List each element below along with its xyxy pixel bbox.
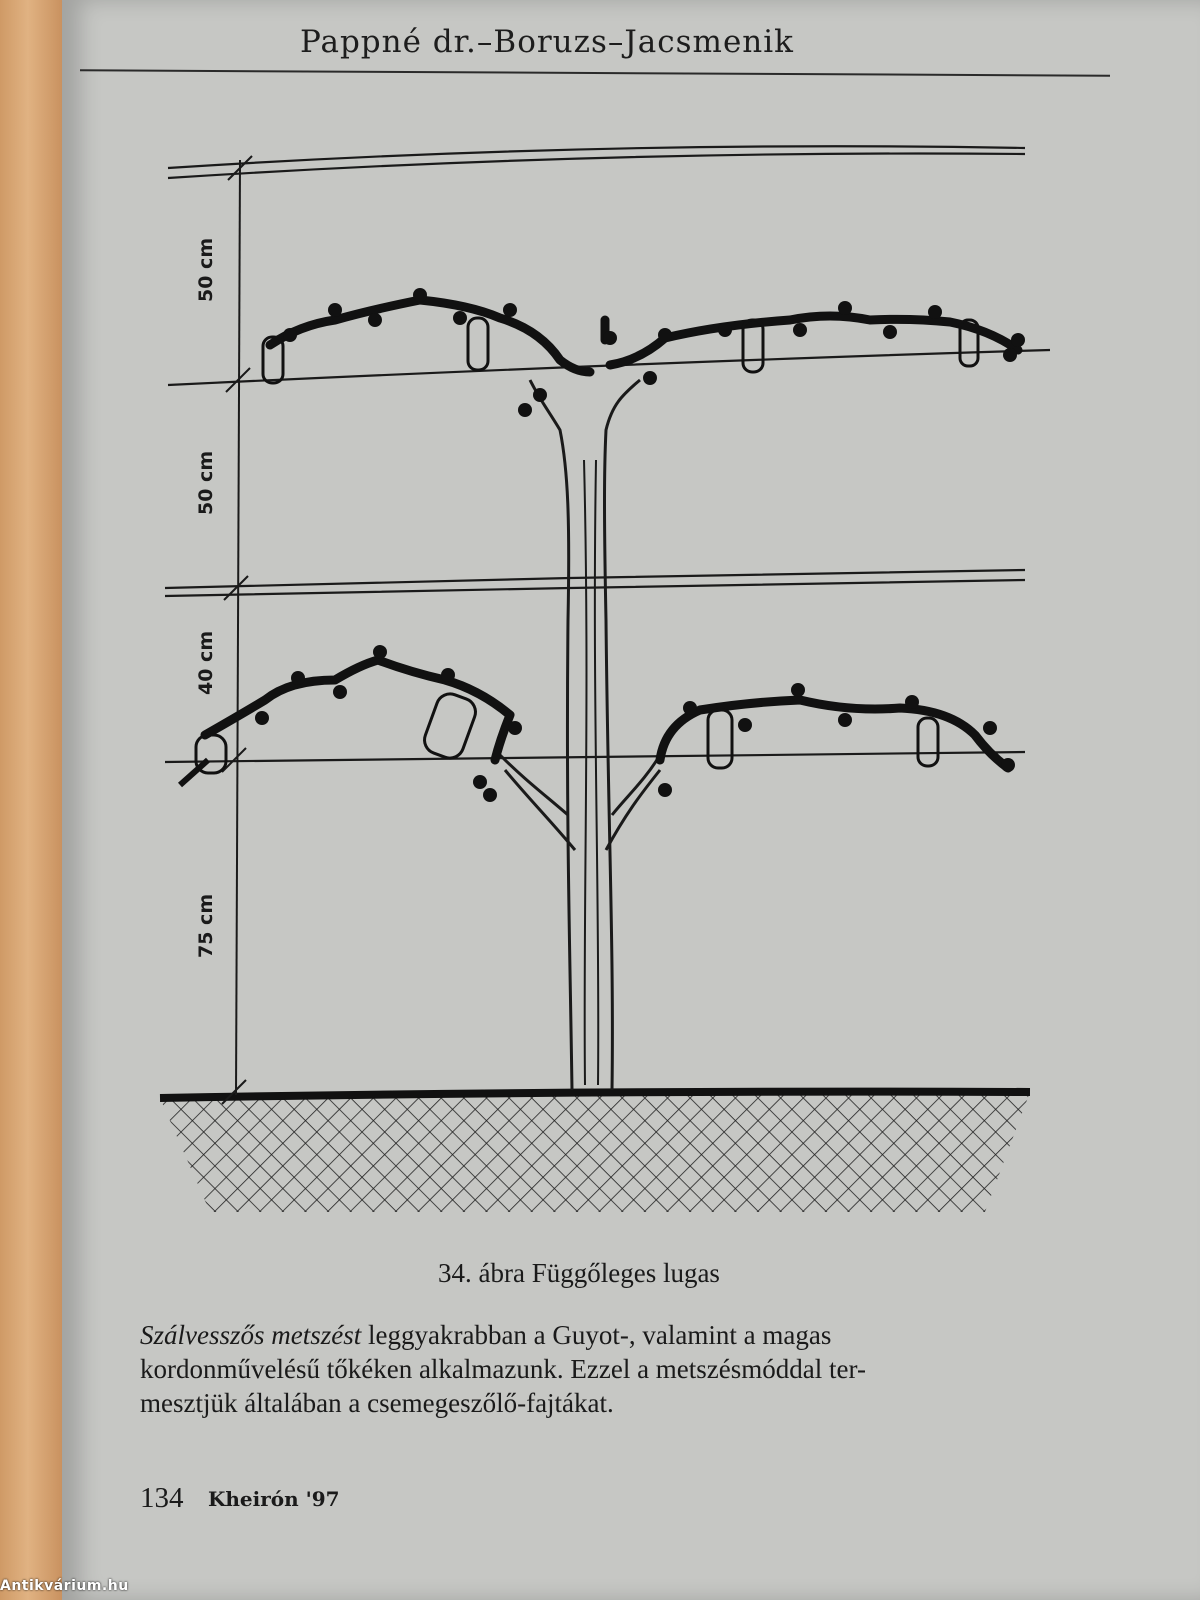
vine-trellis-figure (62, 0, 1200, 1240)
background-frame (0, 0, 62, 1600)
italic-term: Szálvesszős metszést (140, 1320, 362, 1350)
dimension-line (222, 156, 252, 1104)
page-number: 134 (140, 1482, 184, 1514)
body-line-3: mesztjük általában a csemegeszőlő-fajtákat. (140, 1388, 614, 1418)
upper-cordon-arm-left (270, 300, 590, 372)
body-line-1 (140, 1318, 1100, 1352)
publisher-imprint: Kheirón '97 (208, 1487, 340, 1511)
watermark: Antikvárium.hu (0, 1578, 129, 1594)
body-paragraph (140, 1318, 1100, 1420)
dimension-label-50cm-top: 50 cm (195, 237, 217, 302)
body-line-2: kordonművelésű tőkéken alkalmazunk. Ezzel a metszésmóddal ter- (140, 1354, 866, 1384)
running-head: Pappné dr.–Boruzs–Jacsmenik (300, 24, 794, 60)
figure-caption: 34. ábra Függőleges lugas (438, 1258, 720, 1288)
ground-hatching (160, 1092, 1030, 1212)
dimension-label-40cm: 40 cm (195, 630, 217, 695)
vine-trunk (500, 380, 660, 1090)
body-line-1-rest: leggyakrabban a Guyot-, valamint a magas (361, 1320, 832, 1350)
wire-top (168, 146, 1025, 178)
dimension-label-75cm: 75 cm (195, 893, 217, 958)
dimension-label-50cm-middle: 50 cm (195, 450, 217, 515)
